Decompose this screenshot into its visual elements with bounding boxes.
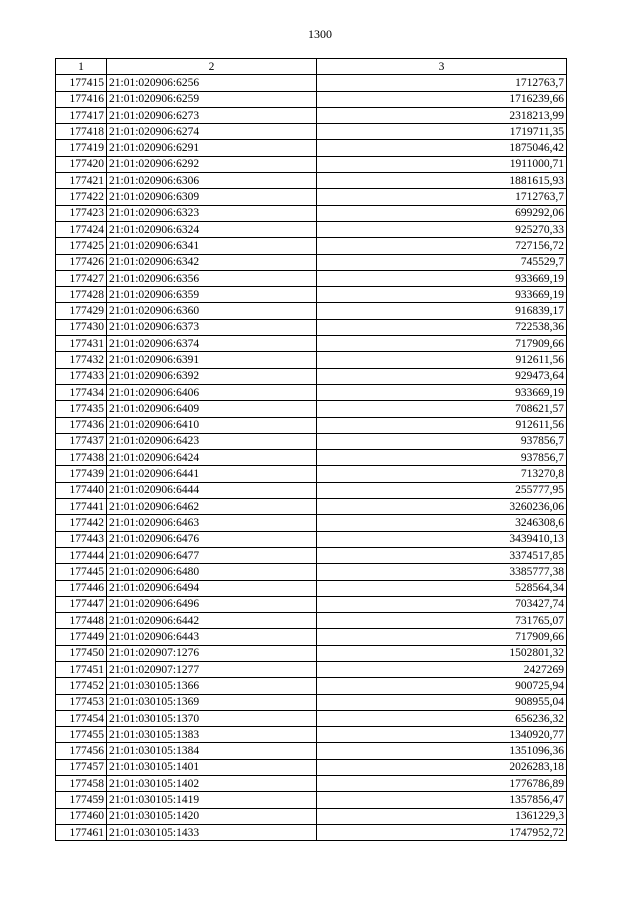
- table-row: [56, 107, 567, 123]
- cadastral-number-cell: 21:01:020906:6259: [107, 91, 317, 107]
- column-header-2: 2: [107, 59, 317, 75]
- table-row: [56, 140, 567, 156]
- cadastral-number-cell: 21:01:030105:1369: [107, 694, 317, 710]
- row-number-cell: 177450: [56, 645, 107, 661]
- table-row: [56, 515, 567, 531]
- table-row: [56, 221, 567, 237]
- table-row: [56, 124, 567, 140]
- table-row: [56, 270, 567, 286]
- table-row: [56, 499, 567, 515]
- value-cell: 745529,7: [317, 254, 567, 270]
- table-row: [56, 303, 567, 319]
- table-row: [56, 287, 567, 303]
- cadastral-number-cell: 21:01:020906:6442: [107, 613, 317, 629]
- row-number-cell: 177451: [56, 661, 107, 677]
- value-cell: 937856,7: [317, 450, 567, 466]
- value-cell: 3439410,13: [317, 531, 567, 547]
- value-cell: 731765,07: [317, 613, 567, 629]
- cadastral-number-cell: 21:01:020906:6323: [107, 205, 317, 221]
- cadastral-number-cell: 21:01:020906:6373: [107, 319, 317, 335]
- row-number-cell: 177440: [56, 482, 107, 498]
- value-cell: 708621,57: [317, 401, 567, 417]
- row-number-cell: 177458: [56, 776, 107, 792]
- table-row: [56, 352, 567, 368]
- row-number-cell: 177460: [56, 808, 107, 824]
- cadastral-number-cell: 21:01:020906:6463: [107, 515, 317, 531]
- cadastral-number-cell: 21:01:020906:6424: [107, 450, 317, 466]
- row-number-cell: 177445: [56, 564, 107, 580]
- value-cell: 727156,72: [317, 238, 567, 254]
- row-number-cell: 177422: [56, 189, 107, 205]
- row-number-cell: 177431: [56, 336, 107, 352]
- value-cell: 2026283,18: [317, 759, 567, 775]
- table-row: [56, 75, 567, 91]
- table-row: [56, 254, 567, 270]
- value-cell: 3246308,6: [317, 515, 567, 531]
- row-number-cell: 177432: [56, 352, 107, 368]
- value-cell: 912611,56: [317, 352, 567, 368]
- cadastral-number-cell: 21:01:020906:6444: [107, 482, 317, 498]
- table-row: [56, 368, 567, 384]
- cadastral-number-cell: 21:01:020906:6374: [107, 336, 317, 352]
- cadastral-number-cell: 21:01:020906:6409: [107, 401, 317, 417]
- cadastral-number-cell: 21:01:030105:1401: [107, 759, 317, 775]
- row-number-cell: 177448: [56, 613, 107, 629]
- row-number-cell: 177459: [56, 792, 107, 808]
- cadastral-number-cell: 21:01:020906:6391: [107, 352, 317, 368]
- cadastral-number-cell: 21:01:030105:1383: [107, 727, 317, 743]
- cadastral-number-cell: 21:01:020906:6392: [107, 368, 317, 384]
- row-number-cell: 177437: [56, 433, 107, 449]
- page-number: 1300: [308, 27, 332, 41]
- table-row: [56, 401, 567, 417]
- value-cell: 1712763,7: [317, 75, 567, 91]
- table-row: [56, 792, 567, 808]
- row-number-cell: 177455: [56, 727, 107, 743]
- cadastral-number-cell: 21:01:020906:6476: [107, 531, 317, 547]
- table-row: [56, 384, 567, 400]
- table-row: [56, 759, 567, 775]
- cadastral-number-cell: 21:01:020906:6406: [107, 384, 317, 400]
- cadastral-number-cell: 21:01:020906:6341: [107, 238, 317, 254]
- row-number-cell: 177439: [56, 466, 107, 482]
- table-row: [56, 564, 567, 580]
- value-cell: 3374517,85: [317, 547, 567, 563]
- row-number-cell: 177442: [56, 515, 107, 531]
- table-row: [56, 189, 567, 205]
- row-number-cell: 177453: [56, 694, 107, 710]
- value-cell: 1719711,35: [317, 124, 567, 140]
- row-number-cell: 177433: [56, 368, 107, 384]
- cadastral-number-cell: 21:01:020906:6496: [107, 596, 317, 612]
- table-row: [56, 678, 567, 694]
- value-cell: 1875046,42: [317, 140, 567, 156]
- cadastral-number-cell: 21:01:020906:6441: [107, 466, 317, 482]
- cadastral-number-cell: 21:01:020906:6309: [107, 189, 317, 205]
- cadastral-number-cell: 21:01:020907:1276: [107, 645, 317, 661]
- row-number-cell: 177419: [56, 140, 107, 156]
- table-row: [56, 694, 567, 710]
- value-cell: 1502801,32: [317, 645, 567, 661]
- row-number-cell: 177423: [56, 205, 107, 221]
- table-row: [56, 531, 567, 547]
- row-number-cell: 177425: [56, 238, 107, 254]
- value-cell: 1911000,71: [317, 156, 567, 172]
- cadastral-number-cell: 21:01:030105:1402: [107, 776, 317, 792]
- table-body: [56, 75, 567, 841]
- value-cell: 1340920,77: [317, 727, 567, 743]
- row-number-cell: 177436: [56, 417, 107, 433]
- value-cell: 1881615,93: [317, 173, 567, 189]
- cadastral-number-cell: 21:01:030105:1419: [107, 792, 317, 808]
- table-row: [56, 743, 567, 759]
- row-number-cell: 177418: [56, 124, 107, 140]
- cadastral-number-cell: 21:01:020906:6480: [107, 564, 317, 580]
- cadastral-number-cell: 21:01:020906:6274: [107, 124, 317, 140]
- table-row: [56, 319, 567, 335]
- table-row: [56, 433, 567, 449]
- row-number-cell: 177429: [56, 303, 107, 319]
- cadastral-number-cell: 21:01:020906:6462: [107, 499, 317, 515]
- table-row: [56, 450, 567, 466]
- row-number-cell: 177434: [56, 384, 107, 400]
- row-number-cell: 177416: [56, 91, 107, 107]
- column-header-1: 1: [56, 59, 107, 75]
- table-row: [56, 173, 567, 189]
- table-row: [56, 205, 567, 221]
- table-row: [56, 824, 567, 840]
- value-cell: 703427,74: [317, 596, 567, 612]
- cadastral-number-cell: 21:01:020907:1277: [107, 661, 317, 677]
- value-cell: 3385777,38: [317, 564, 567, 580]
- cadastral-number-cell: 21:01:020906:6360: [107, 303, 317, 319]
- value-cell: 929473,64: [317, 368, 567, 384]
- cadastral-number-cell: 21:01:020906:6494: [107, 580, 317, 596]
- value-cell: 717909,66: [317, 336, 567, 352]
- table-row: [56, 727, 567, 743]
- value-cell: 933669,19: [317, 287, 567, 303]
- cadastral-number-cell: 21:01:020906:6273: [107, 107, 317, 123]
- value-cell: 528564,34: [317, 580, 567, 596]
- table-row: [56, 156, 567, 172]
- cadastral-number-cell: 21:01:020906:6342: [107, 254, 317, 270]
- table-row: [56, 417, 567, 433]
- table-row: [56, 482, 567, 498]
- cadastral-number-cell: 21:01:020906:6256: [107, 75, 317, 91]
- value-cell: 2318213,99: [317, 107, 567, 123]
- table-row: [56, 238, 567, 254]
- table-row: [56, 580, 567, 596]
- value-cell: 3260236,06: [317, 499, 567, 515]
- value-cell: 937856,7: [317, 433, 567, 449]
- row-number-cell: 177421: [56, 173, 107, 189]
- value-cell: 2427269: [317, 661, 567, 677]
- cadastral-number-cell: 21:01:020906:6359: [107, 287, 317, 303]
- table-row: [56, 776, 567, 792]
- value-cell: 699292,06: [317, 205, 567, 221]
- table-row: [56, 645, 567, 661]
- value-cell: 656236,32: [317, 710, 567, 726]
- value-cell: 1351096,36: [317, 743, 567, 759]
- value-cell: 1747952,72: [317, 824, 567, 840]
- cadastral-number-cell: 21:01:020906:6356: [107, 270, 317, 286]
- table-row: [56, 613, 567, 629]
- value-cell: 925270,33: [317, 221, 567, 237]
- table-header: [56, 59, 567, 75]
- row-number-cell: 177426: [56, 254, 107, 270]
- column-header-3: 3: [317, 59, 567, 75]
- row-number-cell: 177452: [56, 678, 107, 694]
- data-table: [55, 58, 567, 841]
- row-number-cell: 177443: [56, 531, 107, 547]
- row-number-cell: 177447: [56, 596, 107, 612]
- cadastral-number-cell: 21:01:030105:1370: [107, 710, 317, 726]
- value-cell: 1357856,47: [317, 792, 567, 808]
- cadastral-number-cell: 21:01:020906:6292: [107, 156, 317, 172]
- value-cell: 1716239,66: [317, 91, 567, 107]
- table-row: [56, 710, 567, 726]
- value-cell: 900725,94: [317, 678, 567, 694]
- row-number-cell: 177417: [56, 107, 107, 123]
- value-cell: 255777,95: [317, 482, 567, 498]
- value-cell: 1361229,3: [317, 808, 567, 824]
- value-cell: 933669,19: [317, 270, 567, 286]
- value-cell: 713270,8: [317, 466, 567, 482]
- row-number-cell: 177441: [56, 499, 107, 515]
- row-number-cell: 177461: [56, 824, 107, 840]
- table-row: [56, 91, 567, 107]
- value-cell: 908955,04: [317, 694, 567, 710]
- row-number-cell: 177420: [56, 156, 107, 172]
- row-number-cell: 177435: [56, 401, 107, 417]
- cadastral-number-cell: 21:01:020906:6477: [107, 547, 317, 563]
- value-cell: 1712763,7: [317, 189, 567, 205]
- cadastral-number-cell: 21:01:030105:1420: [107, 808, 317, 824]
- table-row: [56, 466, 567, 482]
- value-cell: 912611,56: [317, 417, 567, 433]
- cadastral-number-cell: 21:01:030105:1384: [107, 743, 317, 759]
- table-row: [56, 547, 567, 563]
- table-row: [56, 629, 567, 645]
- row-number-cell: 177444: [56, 547, 107, 563]
- cadastral-number-cell: 21:01:030105:1366: [107, 678, 317, 694]
- row-number-cell: 177454: [56, 710, 107, 726]
- cadastral-number-cell: 21:01:020906:6324: [107, 221, 317, 237]
- value-cell: 933669,19: [317, 384, 567, 400]
- table-row: [56, 336, 567, 352]
- value-cell: 916839,17: [317, 303, 567, 319]
- cadastral-number-cell: 21:01:030105:1433: [107, 824, 317, 840]
- value-cell: 1776786,89: [317, 776, 567, 792]
- row-number-cell: 177424: [56, 221, 107, 237]
- cadastral-number-cell: 21:01:020906:6410: [107, 417, 317, 433]
- value-cell: 717909,66: [317, 629, 567, 645]
- cadastral-number-cell: 21:01:020906:6291: [107, 140, 317, 156]
- row-number-cell: 177427: [56, 270, 107, 286]
- cadastral-number-cell: 21:01:020906:6443: [107, 629, 317, 645]
- row-number-cell: 177449: [56, 629, 107, 645]
- header-row: [56, 59, 567, 75]
- row-number-cell: 177446: [56, 580, 107, 596]
- table-row: [56, 808, 567, 824]
- table-row: [56, 596, 567, 612]
- row-number-cell: 177456: [56, 743, 107, 759]
- cadastral-number-cell: 21:01:020906:6306: [107, 173, 317, 189]
- row-number-cell: 177428: [56, 287, 107, 303]
- row-number-cell: 177415: [56, 75, 107, 91]
- row-number-cell: 177457: [56, 759, 107, 775]
- row-number-cell: 177430: [56, 319, 107, 335]
- table-row: [56, 661, 567, 677]
- row-number-cell: 177438: [56, 450, 107, 466]
- cadastral-number-cell: 21:01:020906:6423: [107, 433, 317, 449]
- value-cell: 722538,36: [317, 319, 567, 335]
